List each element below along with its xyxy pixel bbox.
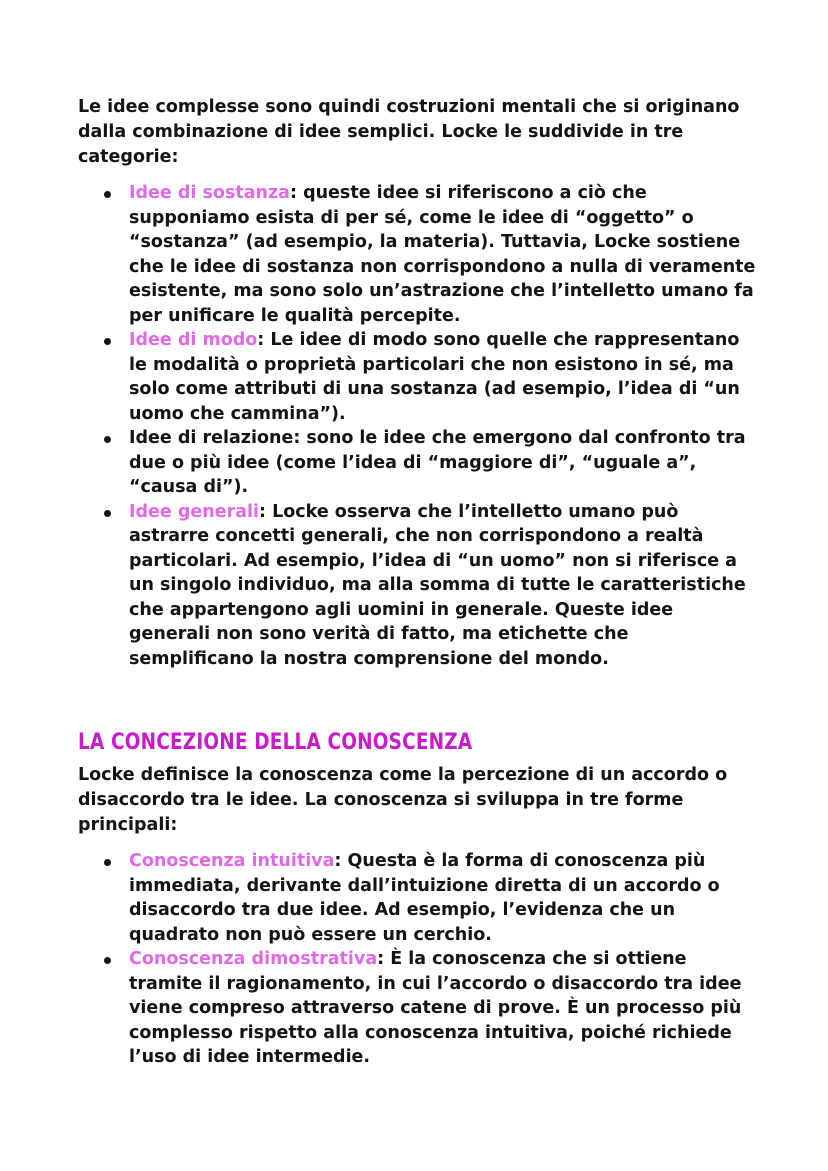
list-item-idee-generali bbox=[78, 500, 758, 672]
intro-paragraph: Le idee complesse sono quindi costruzioni mentali che si originano dalla combinazione di idee semplici. Locke le suddivide in tre categorie: bbox=[78, 97, 740, 167]
knowledge-intro-paragraph: Locke definisce la conoscenza come la percezione di un accordo o disaccordo tra le idee. La conoscenza si sviluppa in tre forme principali: bbox=[78, 765, 728, 835]
definition-text: : Le idee di modo sono quelle che rappresentano le modalità o proprietà particolari che non esistono in sé, ma solo come attributi di una sostanza (ad esempio, l’idea di “un uomo che cammina”). bbox=[129, 330, 740, 424]
list-item-idee-di-sostanza bbox=[78, 181, 758, 328]
term-idee-di-modo: Idee di modo bbox=[129, 330, 258, 350]
definition-text: : È la conoscenza che si ottiene tramite il ragionamento, in cui l’accordo o disaccordo tra idee viene compreso attraverso catene di prove. È un processo più complesso rispetto alla conoscenza intuitiva, poiché richiede l’uso di idee intermedie. bbox=[129, 949, 742, 1067]
term-idee-generali: Idee generali bbox=[129, 501, 260, 522]
list-item-idee-di-modo bbox=[78, 328, 758, 426]
definition-text: : queste idee si riferiscono a ciò che supponiamo esista di per sé, come le idee di “oggetto” o “sostanza” (ad esempio, la materia). Tuttavia, Locke sostiene che le idee di sostanza non corrispondono a nulla di veramente esistente, ma sono solo un’astrazione che l’intelletto umano fa per unificare le qualità percepite. bbox=[129, 183, 756, 326]
knowledge-forms-list bbox=[78, 849, 758, 1070]
bullet-icon bbox=[104, 338, 111, 345]
term-conoscenza-intuitiva: Conoscenza intuitiva bbox=[129, 851, 335, 871]
bullet-icon bbox=[104, 510, 111, 517]
definition-text: Idee di relazione: sono le idee che emergono dal confronto tra due o più idee (come l’idea di “maggiore di”, “uguale a”, “causa di”). bbox=[129, 428, 746, 497]
bullet-icon bbox=[104, 859, 111, 866]
list-item-conoscenza-dimostrativa bbox=[78, 947, 758, 1070]
bullet-icon bbox=[104, 957, 111, 964]
list-item-idee-di-relazione bbox=[78, 426, 758, 500]
term-idee-di-sostanza: Idee di sostanza bbox=[129, 183, 290, 203]
definition-text: : Questa è la forma di conoscenza più immediata, derivante dall’intuizione diretta di un accordo o disaccordo tra due idee. Ad esempio, l’evidenza che un quadrato non può essere un cerchio. bbox=[129, 851, 720, 945]
bullet-icon bbox=[104, 436, 111, 443]
idea-categories-list bbox=[78, 181, 758, 671]
section-heading: LA CONCEZIONE DELLA CONOSCENZA bbox=[78, 730, 473, 755]
bullet-icon bbox=[104, 191, 111, 198]
definition-text: : Locke osserva che l’intelletto umano può astrarre concetti generali, che non corrispondono a realtà particolari. Ad esempio, l’idea di “un uomo” non si riferisce a un singolo individuo, ma alla somma di tutte le caratteristiche che appartengono agli uomini in generale. Queste idee generali non sono verità di fatto, ma etichette che semplificano la nostra comprensione del mondo. bbox=[129, 501, 746, 669]
list-item-conoscenza-intuitiva bbox=[78, 849, 758, 947]
term-conoscenza-dimostrativa: Conoscenza dimostrativa bbox=[129, 949, 378, 969]
